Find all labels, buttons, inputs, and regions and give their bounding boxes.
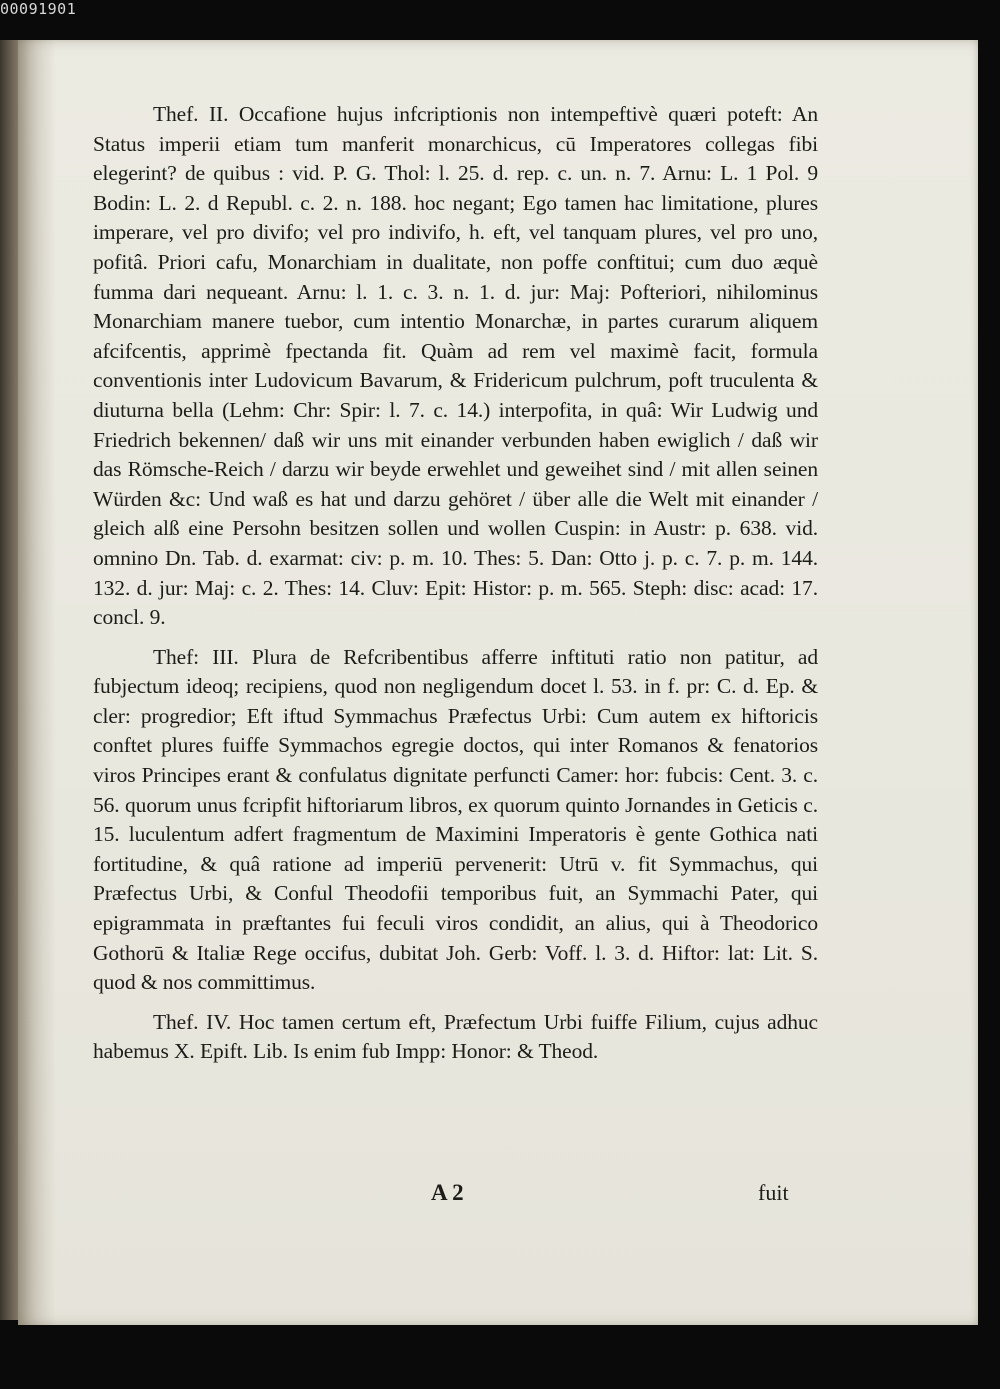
signature-mark: A 2 <box>431 1180 464 1205</box>
book-page <box>18 40 978 1325</box>
thesis-4-paragraph: Thef. IV. Hoc tamen certum eft, Præfectum Urbi fuiffe Filium, cujus adhuc habemus X. Epift. Lib. Is enim fub Impp: Honor: & Theod. <box>93 1009 818 1064</box>
thesis-3-paragraph: Thef: III. Plura de Refcribentibus afferre inftituti ratio non patitur, ad fubjectum ideoq; recipiens, quod non negligendum docet l. 53. in f. pr: C. d. Ep. & cler: progredior; Eft iftud Symmachus Præfectus Urbi: Cum autem ex hiftoricis conftet plures fuiffe Symmachos egregie doctos, qui inter Romanos & fenatorios viros Principes erant & confulatus dignitate perfuncti Camer: hor: fubcis: Cent. 3. c. 56. quorum unus fcripfit hiftoriarum libros, ex quorum quinto Jornandes in Geticis c. 15. luculentum adfert fragmentum de Maximini Imperatoris è gente Gothica nati fortitudine, & quâ ratione ad imperiū pervenerit: Utrū v. fit Symmachus, qui Præfectus Urbi, & Conful Theodofii temporibus fuit, an Symmachi Pater, qui epigrammata in præftantes fui feculi viros condidit, an alius, qui à Theodorico Gothorū & Italiæ Rege occifus, dubitat Joh. Gerb: Voff. l. 3. d. Hiftor: lat: Lit. S. quod & nos committimus. <box>93 644 818 995</box>
body-text <box>93 100 818 1077</box>
catchword: fuit <box>758 1180 789 1205</box>
scan-id-label: 00091901 <box>0 0 77 18</box>
thesis-2-paragraph: Thef. II. Occafione hujus infcriptionis non intempeftivè quæri poteft: An Status imperii etiam tum manferit monarchicus, cū Imperatores collegas fibi elegerint? de quibus : vid. P. G. Thol: l. 25. d. rep. c. un. n. 7. Arnu: L. 1 Pol. 9 Bodin: L. 2. d Republ. c. 2. n. 188. hoc negant; Ego tamen hac limitatione, plures imperare, vel pro divifo; vel pro indivifo, h. eft, vel tanquam plures, vel pro uno, pofitâ. Priori cafu, Monarchiam in dualitate, non poffe conftitui; cum duo æquè fumma dari nequeant. Arnu: l. 1. c. 3. n. 1. d. jur: Maj: Pofteriori, nihilominus Monarchiam manere tuebor, cum intentio Monarchæ, in partes curarum aliquem afcifcentis, apprimè fpectanda fit. Quàm ad rem vel maximè facit, formula conventionis inter Ludovicum Bavarum, & Fridericum pulchrum, poft truculenta & diuturna bella (Lehm: Chr: Spir: l. 7. c. 14.) interpofita, in quâ: Wir Ludwig und Friedrich bekennen/ daß wir uns mit einander verbunden haben ewiglich / daß wir das Römsche-Reich / darzu wir beyde erwehlet und geweihet sind / mit allen seinen Würden &c: Und waß es hat und darzu gehöret / über alle die Welt mit einander / gleich alß eine Persohn besitzen sollen und wollen Cuspin: in Austr: p. 638. vid. omnino Dn. Tab. d. exarmat: civ: p. m. 10. Thes: 5. Dan: Otto j. p. c. 7. p. m. 144. 132. d. jur: Maj: c. 2. Thes: 14. Cluv: Epit: Histor: p. m. 565. Steph: disc: acad: 17. concl. 9. <box>93 102 818 630</box>
